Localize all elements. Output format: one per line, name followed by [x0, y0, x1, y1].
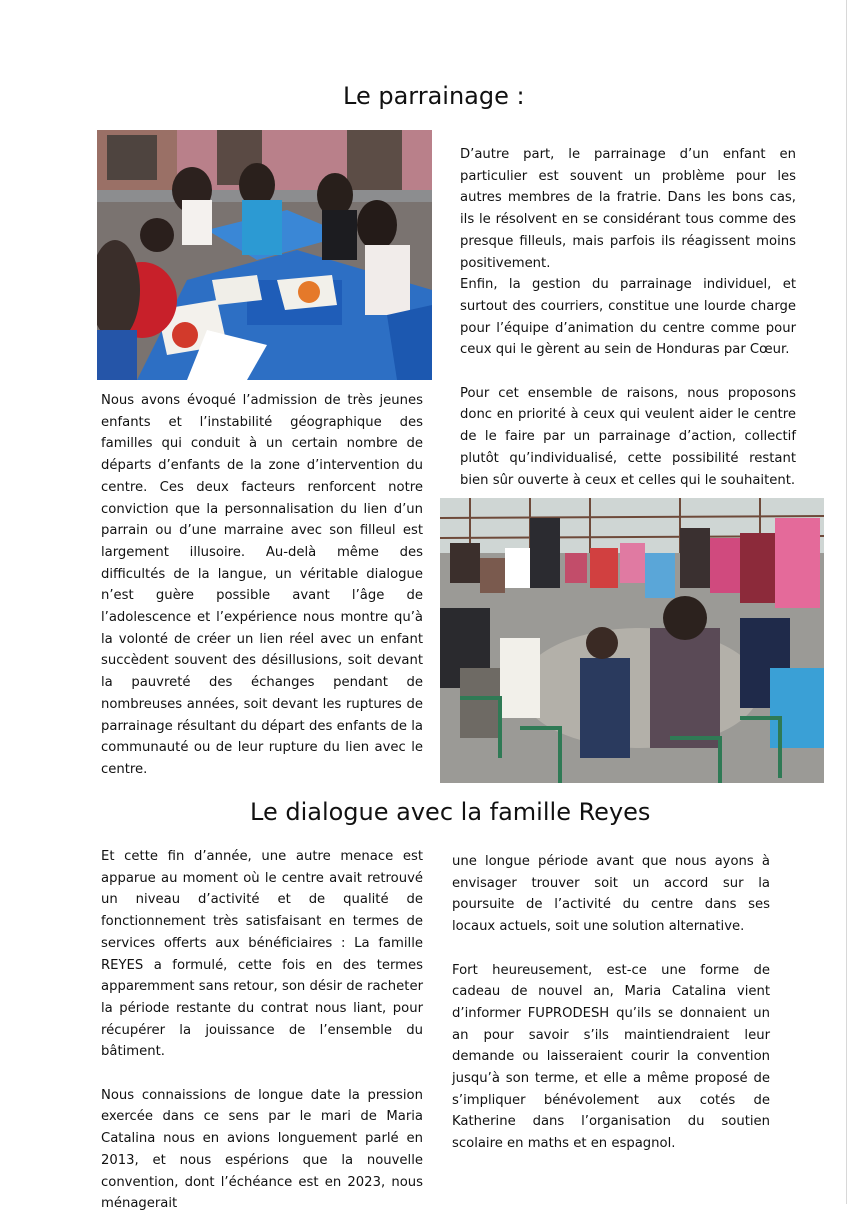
paragraph: Et cette fin d’année, une autre menace est apparue au moment où le centre avait retrouvé un niveau d’activité et de qualité de fonctionnement très satisfaisant en termes de services offerts aux bénéficiaires : La famille REYES a formulé, cette fois en des termes apparemment sans retour, son désir de racheter la période restante du contrat nous liant, pour récupérer la jouissance de l’ensemble du bâtiment. [101, 849, 423, 1060]
photo-group-circle [440, 498, 824, 783]
paragraph: Nous avons évoqué l’admission de très jeunes enfants et l’instabilité géographique des familles qui conduit à un certain nombre de départs d’enfants de la zone d’intervention du centre. Ces deux facteurs renforcent notre conviction que la personnalisation du lien d’un parrain ou d’une marraine avec son filleul est largement illusoire. Au-delà même des difficultés de la langue, un véritable dialogue n’est guère possible avant l’âge de l’adolescence et l’expérience nous montre qu’à la volonté de créer un lien réel avec un enfant succèdent souvent des désillusions, soit devant la pauvreté des échanges pendant de nombreuses années, soit devant les ruptures de parrainage résultant du départ des enfants de la communauté ou de leur rupture du lien avec le centre. [101, 393, 423, 777]
section2-left-column [101, 846, 423, 1215]
section2-right-column [452, 851, 770, 1155]
photo-children-drawing [97, 130, 432, 380]
paragraph: Nous connaissions de longue date la pression exercée dans ce sens par le mari de Maria Catalina nous en avions longuement parlé en 2013, et nous espérions que la nouvelle convention, dont l’échéance est en 2023, nous ménagerait [101, 1087, 423, 1212]
section1-left-column [101, 390, 423, 781]
paragraph: D’autre part, le parrainage d’un enfant en particulier est souvent un problème pour les autres membres de la fratrie. Dans les bons cas, ils le résolvent en se considérant tous comme des presque filleuls, mais parfois ils réagissent moins positivement. [460, 147, 796, 271]
section-title-dialogue: Le dialogue avec la famille Reyes [250, 798, 651, 826]
paragraph: Pour cet ensemble de raisons, nous proposons donc en priorité à ceux qui veulent aider le centre de le faire par un parrainage d’action, collectif plutôt qu’individualisé, cette possibilité restant bien sûr ouverte à ceux et celles qui le souhaitent. [460, 385, 796, 488]
section1-right-column [460, 144, 796, 491]
paragraph: une longue période avant que nous ayons à envisager trouver soit un accord sur la poursuite de l’activité du centre dans ses locaux actuels, soit une solution alternative. [452, 854, 770, 935]
paragraph: Enfin, la gestion du parrainage individuel, et surtout des courriers, constitue une lourde charge pour l’équipe d’animation du centre comme pour ceux qui le gèrent au sein de Honduras par Cœur. [460, 277, 796, 358]
paragraph: Fort heureusement, est-ce une forme de cadeau de nouvel an, Maria Catalina vient d’informer FUPRODESH qu’ils se donnaient un an pour savoir s’ils maintiendraient leur demande ou laisseraient courir la convention jusqu’à son terme, et elle a même proposé de s’impliquer bénévolement aux cotés de Katherine dans l’organisation du soutien scolaire en maths et en espagnol. [452, 962, 770, 1152]
section-title-parrainage: Le parrainage : [343, 82, 525, 110]
